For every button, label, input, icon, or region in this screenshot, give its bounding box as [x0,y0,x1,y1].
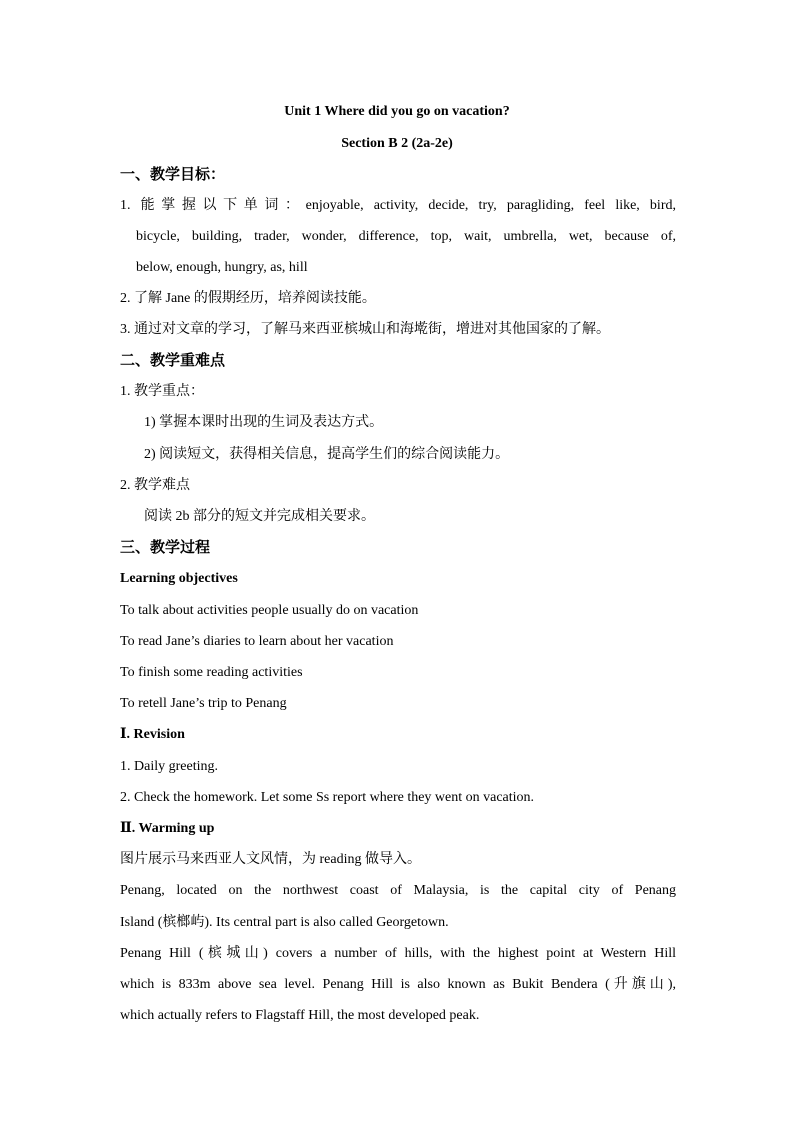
warming-up-intro: 图片展示马来西亚人文风情，为 reading 做导入。 [120,852,421,867]
section-heading-key-points: 二、教学重难点 [120,353,226,369]
objective-2: 2. 了解 Jane 的假期经历，培养阅读技能。 [120,291,376,306]
objective-1-line-2: bicycle, building, trader, wonder, difference, top, wait, umbrella, wet, because of, [136,229,676,244]
objective-1-line-3: below, enough, hungry, as, hill [136,260,308,275]
objective-3: 3. 通过对文章的学习，了解马来西亚槟城山和海墘街，增进对其他国家的了解。 [120,322,610,337]
section-heading-objectives: 一、教学目标： [120,167,226,183]
key-points-title: 1. 教学重点： [120,384,204,399]
penang-hill-paragraph-line-3: which actually refers to Flagstaff Hill, the most developed peak. [120,1008,480,1023]
key-point-1: 1) 掌握本课时出现的生词及表达方式。 [144,415,384,430]
penang-hill-paragraph-line-1: Penang Hill (槟城山) covers a number of hills, with the highest point at Western Hill [120,946,676,961]
revision-step-2: 2. Check the homework. Let some Ss report where they went on vacation. [120,790,535,805]
penang-paragraph-line-2: Island (槟榔屿). Its central part is also called Georgetown. [120,915,449,930]
key-point-2: 2) 阅读短文，获得相关信息，提高学生们的综合阅读能力。 [144,447,510,462]
learning-objective-2: To read Jane’s diaries to learn about her vacation [120,634,394,649]
difficulty-1: 阅读 2b 部分的短文并完成相关要求。 [144,509,375,524]
learning-objective-1: To talk about activities people usually do on vacation [120,603,419,618]
revision-title: Ⅰ. Revision [120,727,185,742]
warming-up-title: Ⅱ. Warming up [120,821,215,836]
learning-objectives-title: Learning objectives [120,571,238,586]
penang-hill-paragraph-line-2: which is 833m above sea level. Penang Hill is also known as Bukit Bendera (升旗山), [120,977,676,992]
learning-objective-3: To finish some reading activities [120,665,303,680]
section-heading-process: 三、教学过程 [120,540,211,556]
learning-objective-4: To retell Jane’s trip to Penang [120,696,287,711]
objective-1-line-1: 1. 能掌握以下单词：enjoyable, activity, decide, try, paragliding, feel like, bird, [120,198,676,213]
penang-paragraph-line-1: Penang, located on the northwest coast of Malaysia, is the capital city of Penang [120,883,676,898]
document-title: Unit 1 Where did you go on vacation? [284,104,510,119]
difficulty-title: 2. 教学难点 [120,478,190,493]
revision-step-1: 1. Daily greeting. [120,759,218,774]
document-subtitle: Section B 2 (2a-2e) [341,136,453,151]
